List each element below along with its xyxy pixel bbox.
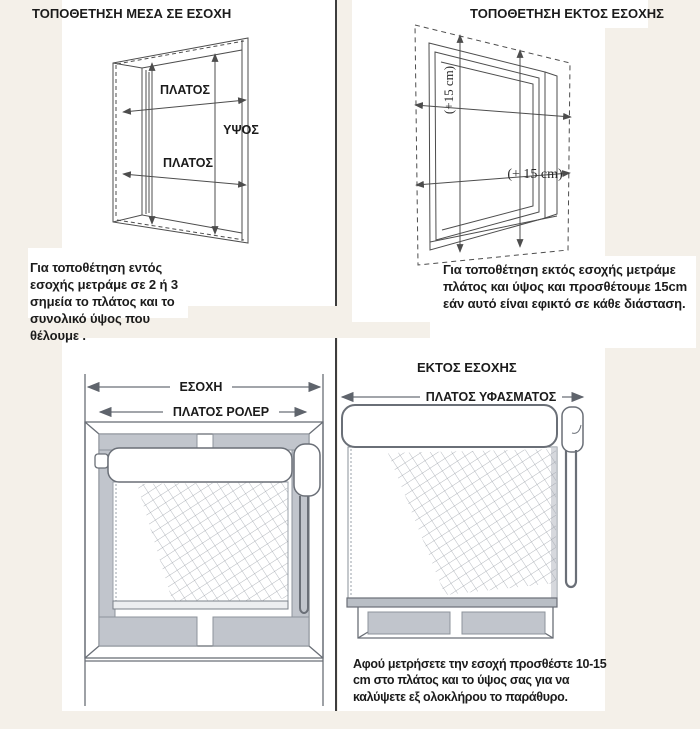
width-measure-arrows — [123, 100, 246, 185]
note-outside-recess: Για τοποθέτηση εκτός εσοχής μετράμε πλάτος και ύψος και προσθέτουμε 15cm εάν αυτό είναι εφικτό σε κάθε διάσταση. — [443, 262, 688, 311]
fabric — [347, 447, 557, 607]
title-outside-recess-bottom: ΕΚΤΟΣ ΕΣΟΧΗΣ — [417, 360, 517, 375]
vertical-divider-top — [335, 0, 337, 306]
fabric-width-label: ΠΛΑΤΟΣ ΥΦΑΣΜΑΤΟΣ — [425, 390, 557, 404]
roller-width-label: ΠΛΑΤΟΣ ΡΟΛΕΡ — [172, 405, 270, 419]
fabric — [113, 482, 288, 610]
recess-frame — [113, 38, 248, 243]
right-end-cap — [294, 444, 320, 496]
bottom-bar — [347, 598, 557, 607]
height-plus15-label: (+15 cm) — [441, 65, 456, 115]
width-label-bottom: ΠΛΑΤΟΣ — [163, 156, 213, 170]
height-label: ΥΨΟΣ — [223, 123, 259, 137]
title-outside-recess: ΤΟΠΟΘΕΤΗΣΗ ΕΚΤΟΣ ΕΣΟΧΗΣ — [470, 6, 664, 21]
roller-outside-recess-diagram — [340, 383, 590, 655]
roller-tube — [342, 405, 583, 452]
window-sill — [358, 607, 553, 638]
height-measure-arrows — [152, 54, 215, 234]
title-inside-recess: ΤΟΠΟΘΕΤΗΣΗ ΜΕΣΑ ΣΕ ΕΣΟΧΗ — [32, 6, 232, 21]
width-plus15-label: (+ 15 cm) — [507, 167, 563, 182]
left-bracket — [95, 454, 108, 468]
bottom-bar — [113, 601, 288, 609]
note-bottom: Αφού μετρήσετε την εσοχή προσθέστε 10-15 cm στο πλάτος και το ύψος σας για να καλύψετε εξ ολοκλήρου το παράθυρο. — [353, 657, 607, 704]
chain — [566, 450, 576, 587]
vertical-divider-bottom — [335, 338, 337, 711]
recess-label: ΕΣΟΧΗ — [179, 380, 223, 394]
inside-recess-window-diagram — [100, 30, 270, 270]
outside-recess-window-diagram — [405, 20, 590, 275]
note-inside-recess: Για τοποθέτηση εντός εσοχής μετράμε σε 2 ή 3 σημεία το πλάτος και το συνολικό ύψος που θέλουμε . — [30, 260, 179, 343]
width-label-top: ΠΛΑΤΟΣ — [160, 83, 210, 97]
roller-in-recess-diagram — [75, 370, 335, 712]
